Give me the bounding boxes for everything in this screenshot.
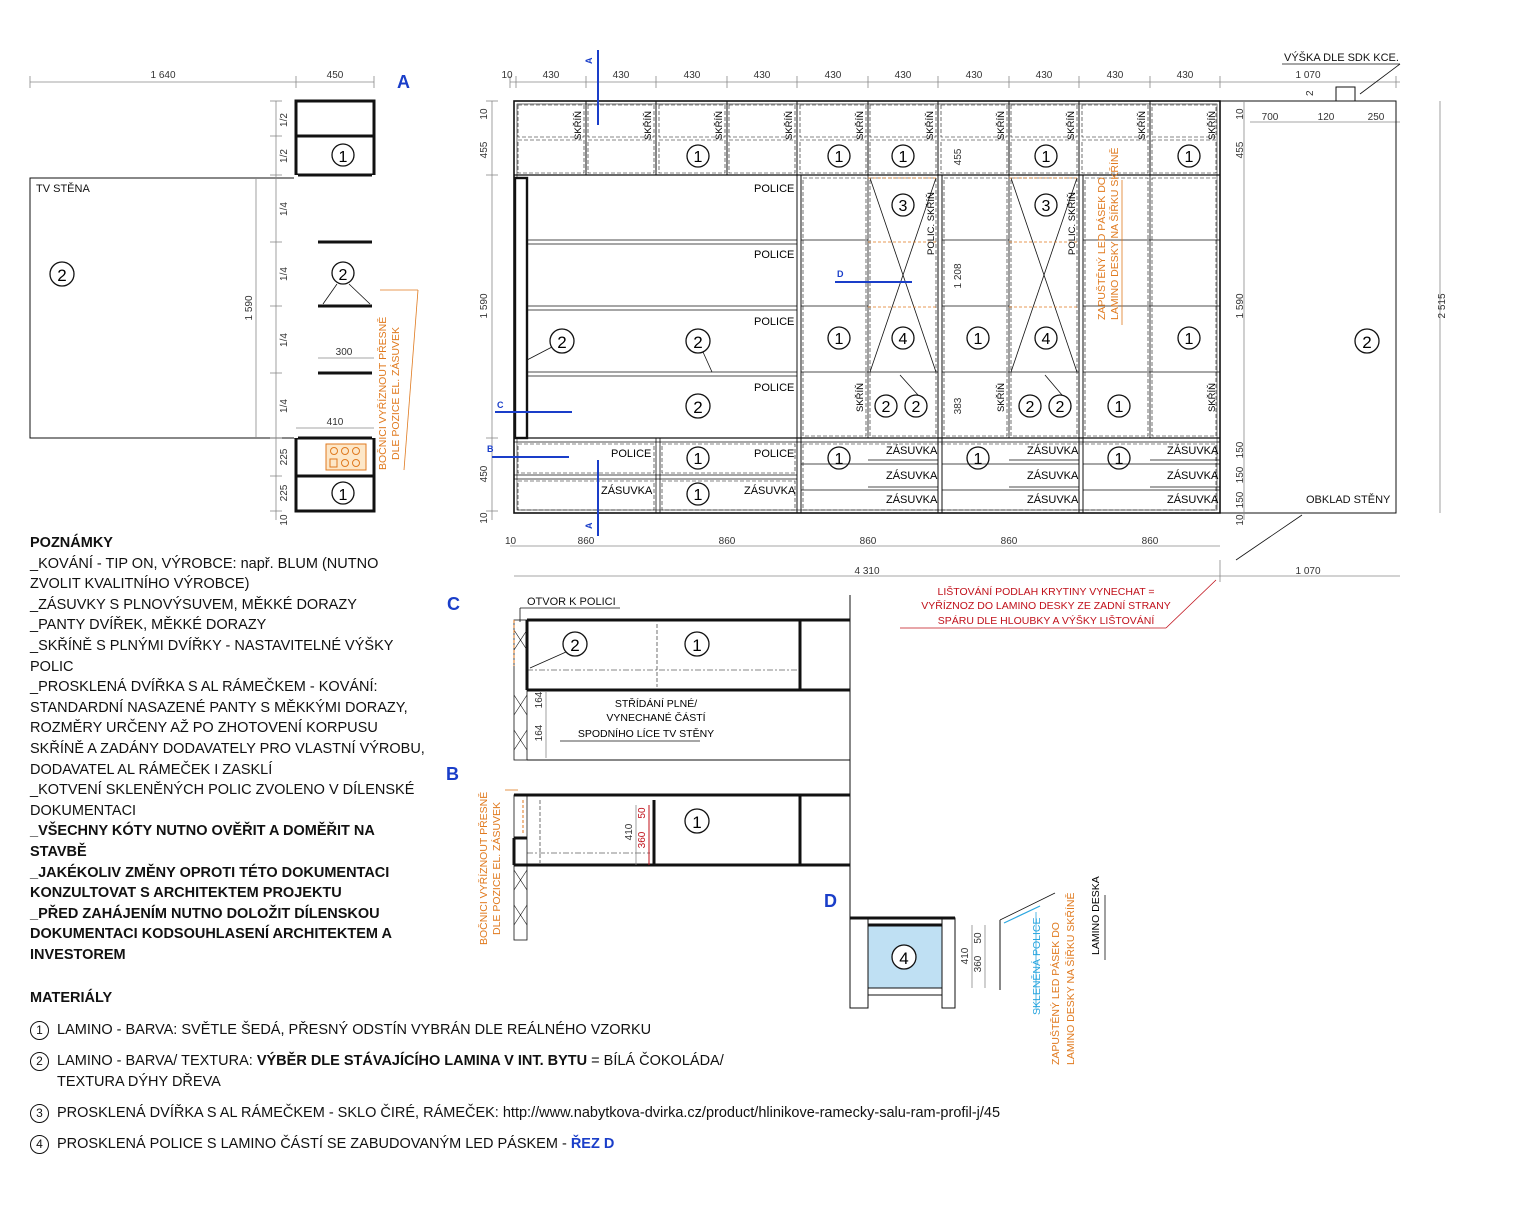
svg-text:860: 860: [859, 536, 877, 547]
svg-text:50: 50: [973, 932, 984, 944]
svg-text:10: 10: [279, 514, 290, 526]
svg-text:ZÁSUVKA: ZÁSUVKA: [601, 485, 653, 497]
svg-text:1/2: 1/2: [279, 149, 290, 163]
material-text-bold: ŘEZ D: [570, 1136, 615, 1152]
section-c: [447, 594, 850, 780]
svg-text:1: 1: [834, 149, 844, 166]
svg-text:ZÁSUVKA: ZÁSUVKA: [1027, 494, 1079, 506]
svg-text:4 310: 4 310: [854, 566, 880, 577]
svg-text:SKŘÍŇ: SKŘÍŇ: [1137, 110, 1148, 140]
svg-text:DLE POZICE EL. ZÁSUVEK: DLE POZICE EL. ZÁSUVEK: [390, 326, 402, 460]
svg-text:150: 150: [1235, 441, 1246, 459]
svg-text:1/4: 1/4: [279, 399, 290, 413]
material-number: 4: [30, 1135, 49, 1154]
svg-text:ZÁSUVKA: ZÁSUVKA: [1027, 470, 1079, 482]
svg-text:10: 10: [1235, 514, 1246, 526]
svg-text:SKŘÍŇ: SKŘÍŇ: [996, 382, 1007, 412]
material-row-3: [30, 1103, 1230, 1124]
svg-text:VÝŠKA DLE SDK KCE.: VÝŠKA DLE SDK KCE.: [1284, 52, 1399, 64]
svg-text:SKLENĚNÁ POLICE: SKLENĚNÁ POLICE: [1031, 917, 1043, 1015]
svg-text:360: 360: [637, 831, 648, 849]
svg-text:410: 410: [326, 417, 344, 428]
svg-text:SKŘÍŇ: SKŘÍŇ: [996, 110, 1007, 140]
svg-text:860: 860: [577, 536, 595, 547]
svg-text:2: 2: [693, 333, 703, 352]
svg-text:700: 700: [1261, 112, 1279, 123]
svg-text:10: 10: [479, 108, 490, 120]
material-text: PROSKLENÁ POLICE S LAMINO ČÁSTÍ SE ZABUDOVANÝM LED PÁSKEM -: [57, 1136, 571, 1152]
svg-text:POLICE: POLICE: [754, 249, 795, 261]
svg-text:POLICE: POLICE: [754, 382, 795, 394]
svg-text:455: 455: [1235, 141, 1246, 159]
svg-text:1/4: 1/4: [279, 202, 290, 216]
svg-text:OBKLAD STĚNY: OBKLAD STĚNY: [1306, 494, 1391, 506]
svg-text:POLICE: POLICE: [611, 448, 652, 460]
svg-text:10: 10: [479, 512, 490, 524]
svg-text:410: 410: [624, 823, 635, 841]
svg-text:1 590: 1 590: [244, 295, 255, 321]
material-row-4: [30, 1134, 1230, 1155]
materials-title: MATERIÁLY: [30, 990, 113, 1006]
svg-text:SKŘÍŇ: SKŘÍŇ: [925, 110, 936, 140]
svg-text:2: 2: [911, 399, 921, 416]
svg-text:3: 3: [898, 198, 908, 215]
svg-text:410: 410: [960, 947, 971, 965]
svg-text:150: 150: [1235, 466, 1246, 484]
note-line: _PROSKLENÁ DVÍŘKA S AL RÁMEČKEM - KOVÁNÍ: STANDARDNÍ NASAZENÉ PANTY S MĚKKÝMI DORAZY, ROZMĚRY URČENY AŽ PO ZHOTOVENÍ KORPUSU SKŘÍNĚ A ZADÁNY DODAVATELY PRO VLASTNÍ VÝROBU, DODAVATEL AL RÁMEČEK I ZASKLÍ: [30, 679, 425, 778]
svg-text:1: 1: [834, 451, 844, 468]
svg-text:2: 2: [557, 333, 567, 352]
material-callout-2: 2: [57, 266, 67, 285]
note-line: _ZÁSUVKY S PLNOVÝSUVEM, MĚKKÉ DORAZY: [30, 596, 357, 613]
svg-text:860: 860: [1141, 536, 1159, 547]
svg-text:2: 2: [1055, 399, 1065, 416]
material-text: LAMINO - BARVA: SVĚTLE ŠEDÁ, PŘESNÝ ODSTÍN VYBRÁN DLE REÁLNÉHO VZORKU: [57, 1022, 652, 1038]
svg-text:ZÁSUVKA: ZÁSUVKA: [1167, 445, 1219, 457]
svg-text:300: 300: [335, 347, 353, 358]
svg-text:SKŘÍŇ: SKŘÍŇ: [1066, 110, 1077, 140]
svg-text:430: 430: [894, 70, 912, 81]
front-elevation: [479, 50, 1448, 628]
svg-text:OTVOR K POLICI: OTVOR K POLICI: [527, 596, 616, 608]
svg-text:1/4: 1/4: [279, 267, 290, 281]
svg-text:POLICE: POLICE: [754, 316, 795, 328]
material-row-1: [30, 1020, 1230, 1041]
tv-wall-label: TV STĚNA: [36, 183, 90, 195]
svg-text:4: 4: [898, 331, 908, 348]
svg-text:455: 455: [479, 141, 490, 159]
material-number: 2: [30, 1052, 49, 1071]
material-text: = BÍLÁ ČOKOLÁDA/ TEXTURA DÝHY DŘEVA: [57, 1053, 724, 1090]
svg-text:2: 2: [881, 399, 891, 416]
svg-text:1/4: 1/4: [279, 333, 290, 347]
svg-text:10: 10: [1235, 108, 1246, 120]
svg-text:430: 430: [1035, 70, 1053, 81]
svg-text:1: 1: [1041, 149, 1051, 166]
svg-text:VYŘÍZNOZ DO LAMINO DESKY ZE ZA: VYŘÍZNOZ DO LAMINO DESKY ZE ZADNÍ STRANY: [921, 600, 1171, 612]
svg-text:430: 430: [612, 70, 630, 81]
svg-text:1: 1: [973, 331, 983, 348]
svg-text:A: A: [584, 57, 594, 64]
svg-text:2: 2: [1025, 399, 1035, 416]
svg-text:SKŘÍŇ: SKŘÍŇ: [1207, 382, 1218, 412]
svg-text:120: 120: [1317, 112, 1335, 123]
dim-a-450: 450: [326, 70, 344, 81]
section-b: [446, 764, 850, 960]
svg-text:1: 1: [1184, 149, 1194, 166]
svg-text:1: 1: [973, 451, 983, 468]
svg-text:1: 1: [693, 451, 703, 468]
svg-text:VYNECHANÉ ČÁSTÍ: VYNECHANÉ ČÁSTÍ: [606, 712, 706, 724]
svg-text:1: 1: [338, 149, 348, 166]
svg-text:225: 225: [279, 448, 290, 466]
svg-text:1: 1: [1114, 399, 1124, 416]
svg-text:B: B: [446, 764, 459, 784]
svg-text:430: 430: [824, 70, 842, 81]
svg-text:ZÁSUVKA: ZÁSUVKA: [886, 470, 938, 482]
view-a: [30, 70, 418, 526]
svg-text:2 515: 2 515: [1437, 293, 1448, 319]
svg-text:ZAPUŠTĚNÝ LED PÁSEK DO: ZAPUŠTĚNÝ LED PÁSEK DO: [1050, 922, 1062, 1065]
svg-text:2: 2: [1362, 333, 1372, 352]
svg-text:430: 430: [753, 70, 771, 81]
svg-text:1: 1: [693, 487, 703, 504]
note-line: _PANTY DVÍŘEK, MĚKKÉ DORAZY: [30, 617, 267, 634]
svg-text:1: 1: [693, 149, 703, 166]
svg-text:1: 1: [834, 331, 844, 348]
svg-text:1 070: 1 070: [1295, 70, 1321, 81]
svg-text:DLE POZICE EL. ZÁSUVEK: DLE POZICE EL. ZÁSUVEK: [491, 801, 503, 935]
svg-text:SPÁRU DLE HLOUBKY A VÝŠKY LIŠT: SPÁRU DLE HLOUBKY A VÝŠKY LIŠTOVÁNÍ: [937, 615, 1155, 627]
svg-text:STŘÍDÁNÍ PLNÉ/: STŘÍDÁNÍ PLNÉ/: [614, 698, 698, 710]
svg-text:ZÁSUVKA: ZÁSUVKA: [744, 485, 796, 497]
svg-text:A: A: [584, 522, 594, 529]
svg-text:1: 1: [692, 636, 702, 655]
svg-text:2: 2: [1305, 90, 1316, 96]
svg-text:430: 430: [683, 70, 701, 81]
svg-text:POLICE: POLICE: [754, 448, 795, 460]
svg-text:B: B: [487, 444, 494, 454]
notes-title: POZNÁMKY: [30, 535, 113, 551]
dim-a-1640: 1 640: [150, 70, 176, 81]
svg-text:430: 430: [965, 70, 983, 81]
svg-text:430: 430: [1176, 70, 1194, 81]
svg-text:SKŘÍŇ: SKŘÍŇ: [643, 110, 654, 140]
svg-text:225: 225: [279, 484, 290, 502]
svg-text:430: 430: [542, 70, 560, 81]
note-line-bold: _VŠECHNY KÓTY NUTNO OVĚŘIT A DOMĚŘIT NA STAVBĚ: [30, 823, 375, 860]
material-text: LAMINO - BARVA/ TEXTURA:: [57, 1053, 257, 1069]
note-line-bold: _JAKÉKOLIV ZMĚNY OPROTI TÉTO DOKUMENTACI KONZULTOVAT S ARCHITEKTEM PROJEKTU: [30, 864, 390, 902]
svg-text:POLIC. SKŘÍŇ: POLIC. SKŘÍŇ: [1067, 192, 1078, 255]
material-number: 1: [30, 1021, 49, 1040]
svg-text:860: 860: [1000, 536, 1018, 547]
svg-text:250: 250: [1367, 112, 1385, 123]
svg-text:D: D: [824, 891, 837, 911]
svg-text:1: 1: [692, 813, 702, 832]
svg-text:ZÁSUVKA: ZÁSUVKA: [886, 445, 938, 457]
svg-text:4: 4: [899, 949, 909, 968]
svg-text:164: 164: [534, 691, 545, 709]
svg-text:SKŘÍŇ: SKŘÍŇ: [1207, 110, 1218, 140]
materials-block: [30, 990, 1230, 1165]
svg-text:LAMINO DESKA: LAMINO DESKA: [1090, 876, 1102, 955]
svg-text:1: 1: [1184, 331, 1194, 348]
svg-text:360: 360: [973, 955, 984, 973]
svg-text:C: C: [447, 594, 460, 614]
svg-text:POLICE: POLICE: [754, 183, 795, 195]
svg-text:383: 383: [953, 397, 964, 415]
svg-text:1/2: 1/2: [279, 113, 290, 127]
svg-text:SPODNÍHO LÍCE TV STĚNY: SPODNÍHO LÍCE TV STĚNY: [577, 728, 715, 740]
svg-text:164: 164: [534, 724, 545, 742]
note-line: _KOTVENÍ SKLENĚNÝCH POLIC ZVOLENO V DÍLENSKÉ DOKUMENTACI: [30, 782, 415, 819]
note-line: _KOVÁNÍ - TIP ON, VÝROBCE: např. BLUM (NUTNO ZVOLIT KVALITNÍHO VÝROBCE): [30, 555, 379, 593]
svg-text:2: 2: [338, 267, 348, 284]
svg-text:4: 4: [1041, 331, 1051, 348]
svg-text:1 208: 1 208: [953, 263, 964, 289]
svg-text:LAMINO DESKY NA ŠÍŘKU SKŘÍNĚ: LAMINO DESKY NA ŠÍŘKU SKŘÍNĚ: [1065, 892, 1077, 1065]
svg-text:SKŘÍŇ: SKŘÍŇ: [714, 110, 725, 140]
svg-text:150: 150: [1235, 491, 1246, 509]
svg-text:LAMINO DESKY NA ŠÍŘKU SKŘÍNĚ: LAMINO DESKY NA ŠÍŘKU SKŘÍNĚ: [1109, 147, 1121, 320]
svg-text:SKŘÍŇ: SKŘÍŇ: [784, 110, 795, 140]
svg-text:LIŠTOVÁNÍ PODLAH KRYTINY VYNEC: LIŠTOVÁNÍ PODLAH KRYTINY VYNECHAT =: [937, 586, 1155, 598]
svg-text:SKŘÍŇ: SKŘÍŇ: [573, 110, 584, 140]
svg-text:450: 450: [479, 465, 490, 483]
svg-text:ZÁSUVKA: ZÁSUVKA: [1167, 470, 1219, 482]
svg-text:2: 2: [570, 636, 580, 655]
svg-text:BOČNICI VYŘÍZNOUT PŘESNĚ: BOČNICI VYŘÍZNOUT PŘESNĚ: [478, 791, 490, 945]
svg-text:860: 860: [718, 536, 736, 547]
svg-text:SKŘÍŇ: SKŘÍŇ: [855, 110, 866, 140]
material-text: PROSKLENÁ DVÍŘKA S AL RÁMEČKEM - SKLO ČIRÉ, RÁMEČEK: http://www.nabytkova-dvirka.cz/product/hlinikove-ramecky-salu-ram-profil-j/45: [57, 1105, 1001, 1121]
svg-text:POLIC. SKŘÍŇ: POLIC. SKŘÍŇ: [926, 192, 937, 255]
svg-text:D: D: [837, 269, 844, 279]
svg-text:ZAPUŠTĚNÝ LED PÁSEK DO: ZAPUŠTĚNÝ LED PÁSEK DO: [1096, 177, 1108, 320]
svg-text:1: 1: [1114, 451, 1124, 468]
svg-text:10: 10: [501, 70, 513, 81]
svg-text:1 590: 1 590: [1235, 293, 1246, 319]
svg-text:ZÁSUVKA: ZÁSUVKA: [1027, 445, 1079, 457]
note-line-bold: _PŘED ZAHÁJENÍM NUTNO DOLOŽIT DÍLENSKOU DOKUMENTACI KODSOUHLASENÍ ARCHITEKTEM A INVESTOREM: [30, 905, 392, 963]
svg-text:1 070: 1 070: [1295, 566, 1321, 577]
svg-text:SKŘÍŇ: SKŘÍŇ: [855, 382, 866, 412]
svg-text:3: 3: [1041, 198, 1051, 215]
svg-text:1: 1: [338, 487, 348, 504]
section-letter-a: A: [397, 72, 410, 92]
svg-text:2: 2: [693, 398, 703, 417]
svg-text:ZÁSUVKA: ZÁSUVKA: [886, 494, 938, 506]
note-line: _SKŘÍNĚ S PLNÝMI DVÍŘKY - NASTAVITELNÉ VÝŠKY POLIC: [30, 637, 394, 675]
svg-text:1: 1: [898, 149, 908, 166]
svg-text:ZÁSUVKA: ZÁSUVKA: [1167, 494, 1219, 506]
svg-text:455: 455: [953, 148, 964, 166]
svg-text:430: 430: [1106, 70, 1124, 81]
notes-block: [30, 533, 430, 965]
svg-text:C: C: [497, 400, 504, 410]
material-text-bold: VÝBĚR DLE STÁVAJÍCÍHO LAMINA V INT. BYTU: [256, 1053, 588, 1069]
material-number: 3: [30, 1104, 49, 1123]
svg-text:BOČNICI VYŘÍZNOUT PŘESNĚ: BOČNICI VYŘÍZNOUT PŘESNĚ: [377, 316, 389, 470]
svg-text:1 590: 1 590: [479, 293, 490, 319]
svg-text:10: 10: [505, 536, 517, 547]
material-row-2: [30, 1051, 790, 1093]
svg-text:50: 50: [637, 807, 648, 819]
